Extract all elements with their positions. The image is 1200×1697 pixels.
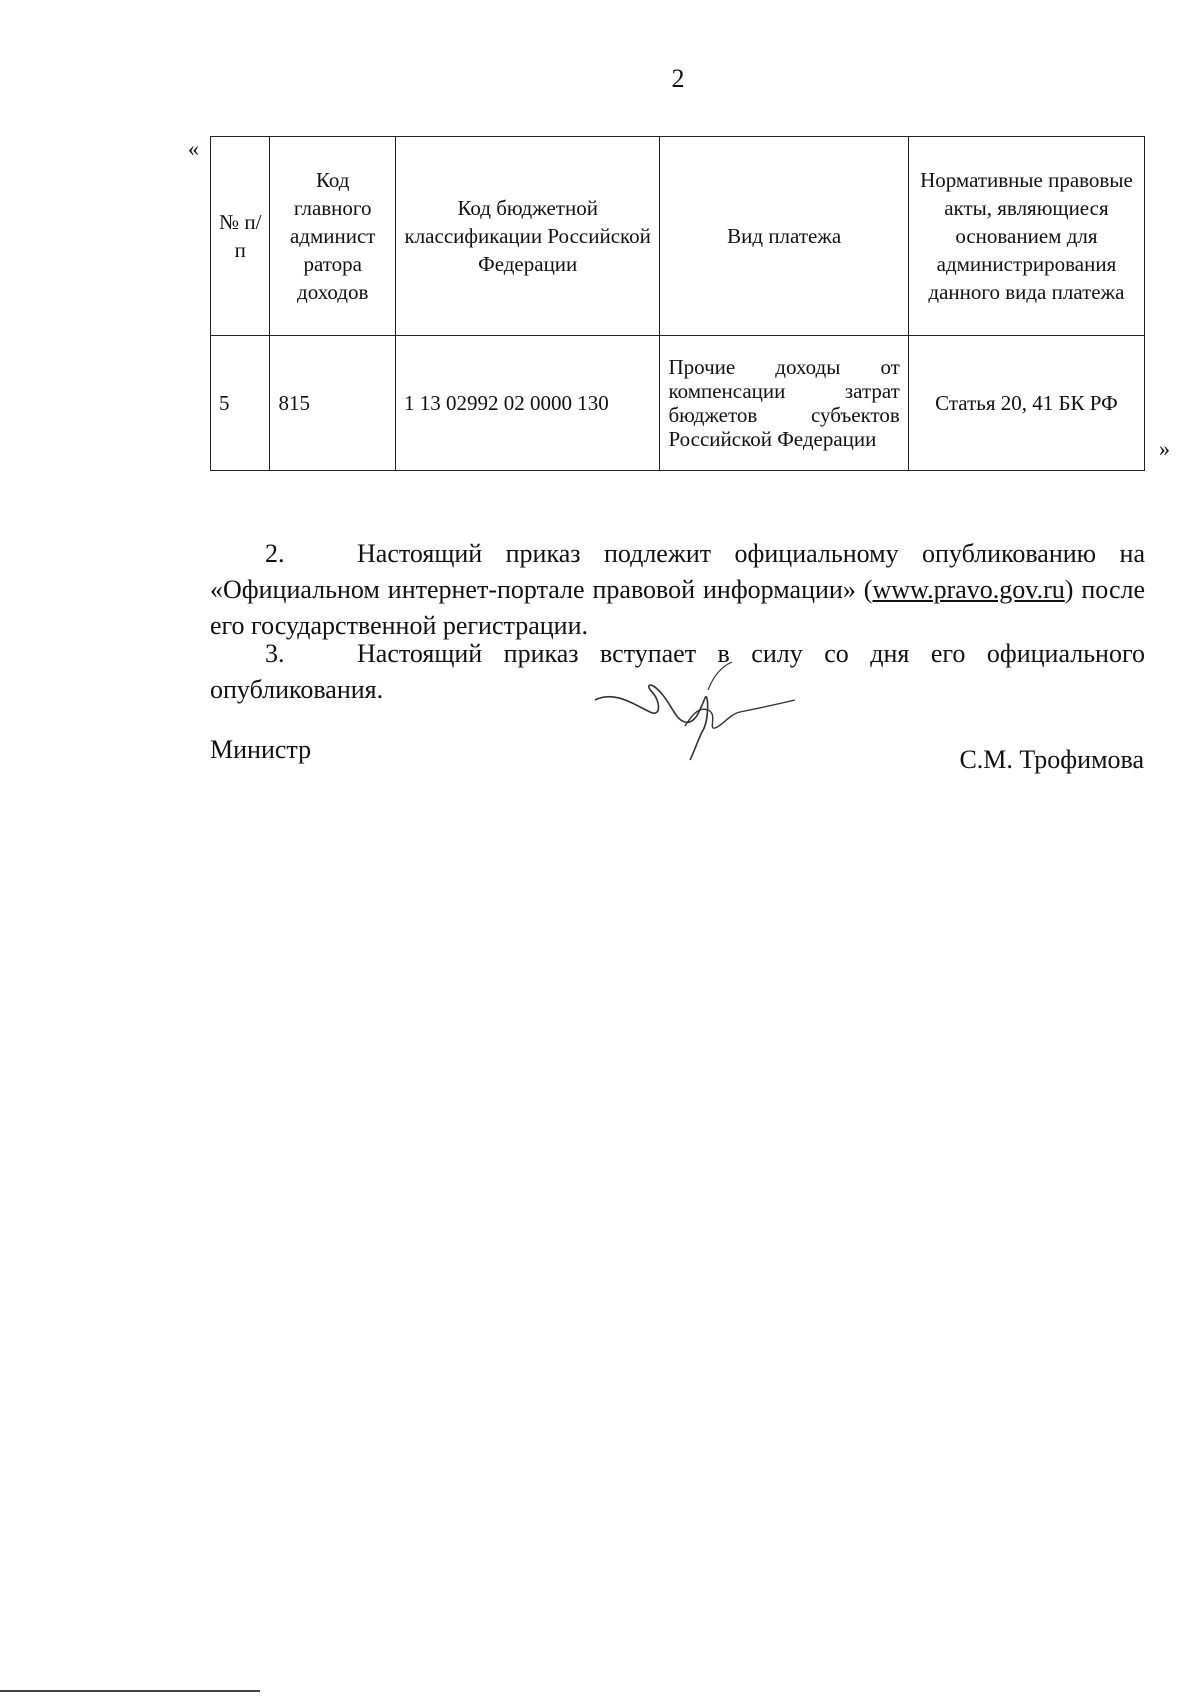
closing-quote: » [1159, 436, 1170, 461]
paragraph-3-number: 3. [265, 639, 285, 668]
cell-payment-type: Прочие доходы от компенсации затрат бюджетов субъектов Российской Федерации [660, 336, 908, 471]
header-budget-classification-code: Код бюджетной классификации Российской Федерации [395, 137, 660, 336]
signer-name: С.М. Трофимова [959, 745, 1144, 774]
paragraph-2-number: 2. [265, 539, 285, 568]
paragraph-2 [210, 536, 1145, 644]
header-legal-acts: Нормативные правовые акты, являющиеся основанием для администрирования данного вида платежа [908, 137, 1144, 336]
header-payment-type: Вид платежа [660, 137, 908, 336]
pravo-gov-link[interactable]: www.pravo.gov.ru [872, 575, 1065, 604]
cell-legal-acts: Статья 20, 41 БК РФ [908, 336, 1144, 471]
table-header-row [211, 137, 1145, 336]
cell-admin-code: 815 [270, 336, 395, 471]
cell-row-number: 5 [211, 336, 270, 471]
income-administrators-table [210, 136, 1145, 471]
header-admin-code: Код главного админист ратора доходов [270, 137, 395, 336]
scan-artifact-line [0, 1690, 260, 1692]
opening-quote: « [188, 136, 199, 161]
paragraph-2-text-start: Настоящий приказ подлежит официальному опубликованию на «Официальном интернет-портале правовой информации» ( [210, 539, 1145, 604]
handwritten-signature [590, 660, 800, 780]
header-row-number: № п/п [211, 137, 270, 336]
paragraph-2-text-end: ) после его государственной регистрации. [210, 575, 1145, 640]
paragraph-3-text: Настоящий приказ вступает в силу со дня его официального опубликования. [210, 639, 1145, 704]
cell-budget-classification-code: 1 13 02992 02 0000 130 [395, 336, 660, 471]
page-number: 2 [671, 64, 685, 93]
signer-title: Министр [210, 735, 312, 764]
table-row [211, 336, 1145, 471]
